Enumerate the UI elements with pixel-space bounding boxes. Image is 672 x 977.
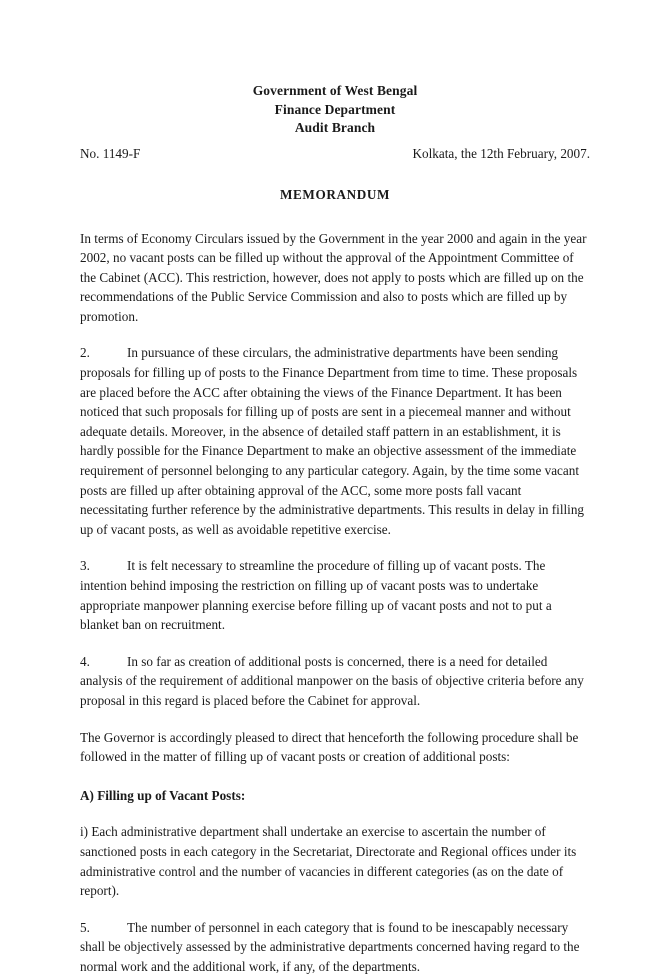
place-and-date: Kolkata, the 12th February, 2007.	[412, 145, 590, 161]
paragraph-text: In so far as creation of additional posts is concerned, there is a need for detailed analysis of the requirement of additional manpower on the basis of objective criteria before any proposal in this regard is placed before the Cabinet for approval.	[80, 653, 584, 708]
paragraph-number: 5.	[80, 919, 90, 935]
letterhead	[80, 82, 590, 138]
paragraph-text: In terms of Economy Circulars issued by the Government in the year 2000 and again in the year 2002, no vacant posts can be filled up without the approval of the Appointment Committee of the Cabinet (ACC). This restriction, however, does not apply to posts which are filled up on the recommendations of the Public Service Commission and also to posts which are filled up by promotion.	[80, 230, 587, 324]
issuing-authority-line-1: Government of West Bengal	[252, 83, 418, 98]
paragraph-text: The number of personnel in each category that is found to be inescapably necessary shall be objectively assessed by the administrative departments concerned having regard to the normal work and the additional work, if any, of the departments.	[80, 919, 580, 974]
paragraph-4	[80, 652, 590, 711]
issuing-authority-line-3: Audit Branch	[294, 120, 376, 135]
section-a-heading: A) Filling up of Vacant Posts:	[80, 787, 246, 803]
reference-number: No. 1149-F	[80, 145, 141, 161]
paragraph-text: The Governor is accordingly pleased to direct that henceforth the following procedure shall be followed in the matter of filling up of vacant posts or creation of additional posts:	[80, 729, 579, 765]
paragraph-governor-directive	[80, 728, 590, 767]
paragraph-3	[80, 556, 590, 634]
paragraph-2	[80, 343, 590, 539]
paragraph-intro	[80, 229, 590, 327]
issuing-authority-line-2: Finance Department	[274, 101, 396, 117]
section-a-item-i	[80, 822, 590, 900]
paragraph-5	[80, 918, 590, 977]
memorandum-heading: MEMORANDUM	[279, 186, 390, 202]
paragraph-text: It is felt necessary to streamline the procedure of filling up of vacant posts. The intention behind imposing the restriction on filling up of vacant posts was to undertake appropriate manpower planning exercise before filling up of vacant posts and not to put a blanket ban on recruitment.	[80, 558, 552, 633]
paragraph-number: 3.	[80, 558, 90, 574]
document-body	[80, 82, 590, 977]
paragraph-number: 4.	[80, 653, 90, 669]
paragraph-number: 2.	[80, 345, 90, 361]
paragraph-text: i) Each administrative department shall undertake an exercise to ascertain the number of sanctioned posts in each category in the Secretariat, Directorate and Regional offices under its administrative control and the number of vacancies in different categories (as on the date of report).	[80, 824, 577, 899]
paragraph-text: In pursuance of these circulars, the administrative departments have been sending proposals for filling up of posts to the Finance Department from time to time. These proposals are placed before the ACC after obtaining the views of the Finance Department. It has been noticed that such proposals for filling up of posts are sent in a piecemeal manner and without adequate details. Moreover, in the absence of detailed staff pattern in an establishment, it is hardly possible for the Finance Department to make an objective assessment of the immediate requirement of personnel belonging to any particular category. Again, by the time some vacant posts are filled up after obtaining approval of the ACC, some more posts fall vacant necessitating further reference by the administrative departments. This results in delay in filling up of vacant posts, as well as avoidable repetitive exercise.	[80, 345, 585, 537]
reference-row	[80, 144, 590, 163]
